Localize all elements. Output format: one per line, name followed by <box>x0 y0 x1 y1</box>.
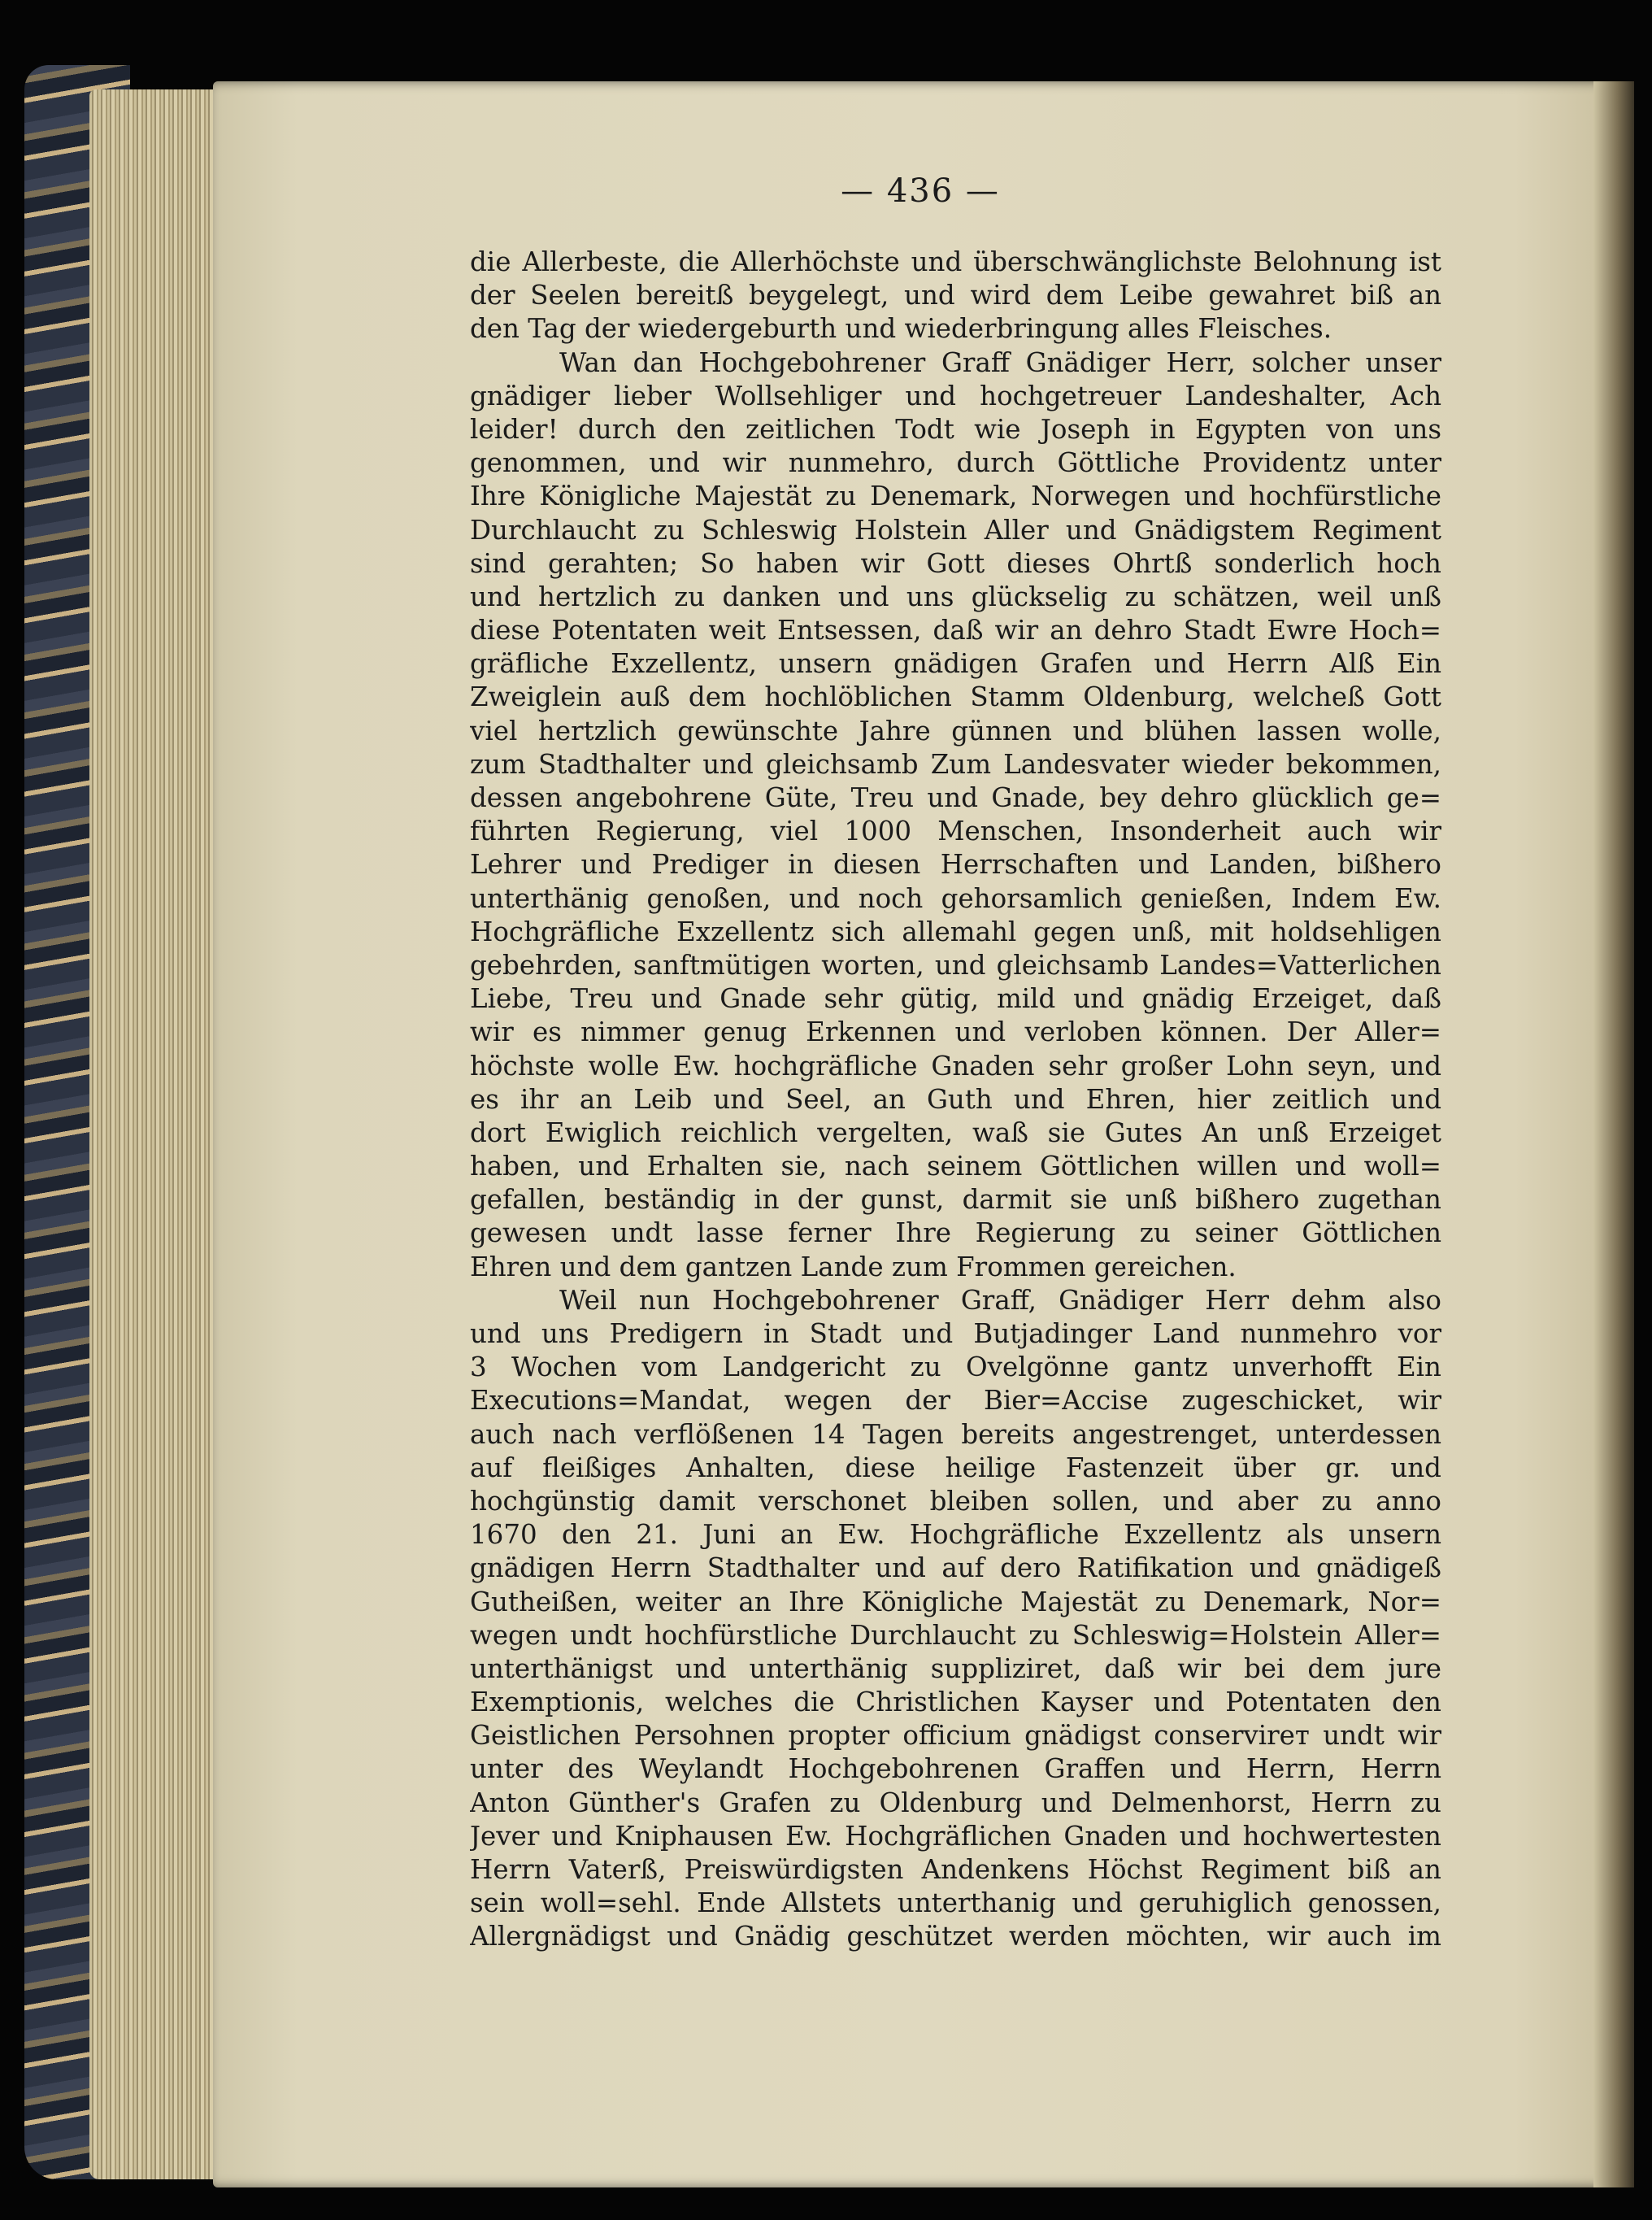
text-line: den Tag der wiedergeburth und wiederbringung alles Fleisches. <box>470 313 1332 345</box>
text-line: unter des Weylandt Hochgebohrenen Graffen und Herrn, Herrn <box>470 1753 1441 1785</box>
text-line: Weil nun Hochgebohrener Graff, Gnädiger Herr dehm also <box>559 1284 1441 1316</box>
text-line: 3 Wochen vom Landgericht zu Ovelgönne gantz unverhofft Ein <box>470 1352 1441 1383</box>
body-text <box>470 246 1441 1954</box>
text-line: die Allerbeste, die Allerhöchste und überschwänglichste Belohnung ist <box>470 246 1441 277</box>
text-line: wir es nimmer genug Erkennen und verloben können. Der Aller= <box>470 1016 1441 1048</box>
text-line: haben, und Erhalten sie, nach seinem Göttlichen willen und woll= <box>470 1151 1441 1182</box>
text-line: unterthänigst und unterthänig suppliziret, daß wir bei dem jure <box>470 1652 1441 1684</box>
text-line: Ihre Königliche Majestät zu Denemark, Norwegen und hochfürstliche <box>470 481 1441 512</box>
text-line: unterthänig genoßen, und noch gehorsamlich genießen, Indem Ew. <box>470 882 1441 914</box>
text-line: gebehrden, sanftmütigen worten, und gleichsamb Landes=Vatterlichen <box>470 949 1441 981</box>
text-line: sind gerahten; So haben wir Gott dieses Ohrtß sonderlich hoch <box>470 547 1441 579</box>
text-line: dessen angebohrene Güte, Treu und Gnade, bey dehro glücklich ge= <box>470 782 1441 813</box>
text-line: hochgünstig damit verschonet bleiben sollen, und aber zu anno <box>470 1485 1441 1517</box>
text-line: leider! durch den zeitlichen Todt wie Joseph in Egypten von uns <box>470 413 1441 445</box>
text-line: und hertzlich zu danken und uns glückselig zu schätzen, weil unß <box>470 581 1441 612</box>
text-line: Zweiglein auß dem hochlöblichen Stamm Oldenburg, welcheß Gott <box>470 681 1441 713</box>
text-line: dort Ewiglich reichlich vergelten, waß sie Gutes An unß Erzeiget <box>470 1117 1441 1148</box>
text-line: Herrn Vaterß, Preiswürdigsten Andenkens Höchst Regiment biß an <box>470 1854 1441 1885</box>
text-line: höchste wolle Ew. hochgräfliche Gnaden sehr großer Lohn seyn, und <box>470 1050 1441 1082</box>
text-line: genommen, und wir nunmehro, durch Göttliche Providentz unter <box>470 447 1441 479</box>
text-line: Allergnädigst und Gnädig geschützet werden möchten, wir auch im <box>470 1921 1441 1952</box>
text-line: Ehren und dem gantzen Lande zum Frommen gereichen. <box>470 1251 1237 1282</box>
text-line: der Seelen bereitß beygelegt, und wird dem Leibe gewahret biß an <box>470 280 1441 311</box>
text-line: Exemptionis, welches die Christlichen Kayser und Potentaten den <box>470 1687 1441 1718</box>
text-line: Hochgräfliche Exzellentz sich allemahl gegen unß, mit holdsehligen <box>470 916 1441 947</box>
text-line: Geistlichen Persohnen propter officium gnädigst conservirет undt wir <box>470 1720 1441 1752</box>
text-line: gefallen, beständig in der gunst, darmit sie unß bißhero zugethan <box>470 1184 1441 1216</box>
text-line: viel hertzlich gewünschte Jahre günnen und blühen lassen wolle, <box>470 715 1441 747</box>
book-gutter <box>1593 81 1634 2187</box>
text-line: Executions=Mandat, wegen der Bier=Accise zugeschicket, wir <box>470 1385 1441 1417</box>
text-line: gnädiger lieber Wollsehliger und hochgetreuer Landeshalter, Ach <box>470 380 1441 411</box>
text-line: auf fleißiges Anhalten, diese heilige Fastenzeit über gr. und <box>470 1452 1441 1483</box>
text-line: Liebe, Treu und Gnade sehr gütig, mild und gnädig Erzeiget, daß <box>470 983 1441 1015</box>
text-line: diese Potentaten weit Entsessen, daß wir an dehro Stadt Ewre Hoch= <box>470 615 1441 646</box>
text-line: auch nach verflößenen 14 Tagen bereits angestrenget, unterdessen <box>470 1418 1441 1450</box>
text-line: gnädigen Herrn Stadthalter und auf dero Ratifikation und gnädigeß <box>470 1552 1441 1584</box>
text-line: gräfliche Exzellentz, unsern gnädigen Grafen und Herrn Alß Ein <box>470 648 1441 680</box>
text-line: Gutheißen, weiter an Ihre Königliche Majestät zu Denemark, Nor= <box>470 1586 1441 1617</box>
text-line: 1670 den 21. Juni an Ew. Hochgräfliche Exzellentz als unsern <box>470 1519 1441 1551</box>
text-line: es ihr an Leib und Seel, an Guth und Ehren, hier zeitlich und <box>470 1083 1441 1115</box>
text-line: gewesen undt lasse ferner Ihre Regierung zu seiner Göttlichen <box>470 1217 1441 1249</box>
text-line: Lehrer und Prediger in diesen Herrschaften und Landen, bißhero <box>470 849 1441 881</box>
text-line: Durchlaucht zu Schleswig Holstein Aller und Gnädigstem Regiment <box>470 514 1441 546</box>
text-line: Anton Günther's Grafen zu Oldenburg und Delmenhorst, Herrn zu <box>470 1787 1441 1818</box>
page-stack-edge <box>89 89 228 2179</box>
text-line: und uns Predigern in Stadt und Butjadinger Land nunmehro vor <box>470 1318 1441 1349</box>
page-number: — 436 — <box>841 172 1000 210</box>
text-line: wegen undt hochfürstliche Durchlaucht zu Schleswig=Holstein Aller= <box>470 1619 1441 1651</box>
text-line: zum Stadthalter und gleichsamb Zum Landesvater wieder bekommen, <box>470 748 1441 780</box>
text-line: Jever und Kniphausen Ew. Hochgräflichen Gnaden und hochwertesten <box>470 1820 1441 1852</box>
text-line: Wan dan Hochgebohrener Graff Gnädiger Herr, solcher unser <box>559 346 1441 378</box>
text-line: führten Regierung, viel 1000 Menschen, Insonderheit auch wir <box>470 816 1441 847</box>
text-line: sein woll=sehl. Ende Allstets unterthanig und geruhiglich genossen, <box>470 1887 1441 1919</box>
